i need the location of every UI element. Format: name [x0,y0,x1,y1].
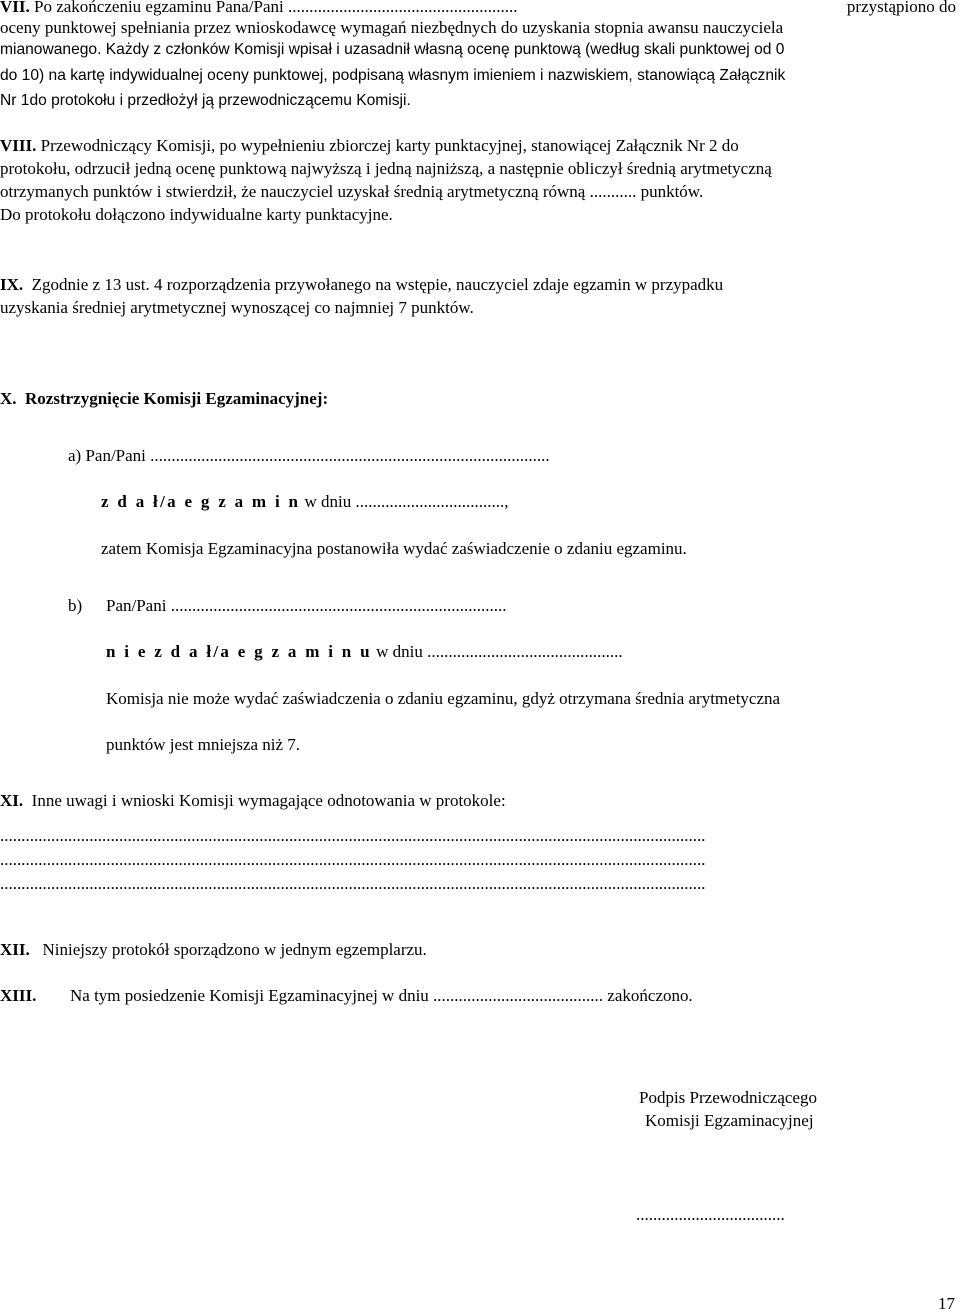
section-ix-number: IX. [0,275,24,294]
section-xiii-number-line [0,986,36,1006]
signature-dotted-line: ................................... [636,1205,785,1224]
signature-title-line-1: Podpis Przewodniczącego [639,1088,817,1107]
section-viii-line-1 [0,136,739,156]
option-b-failed-line [106,642,623,662]
option-a-passed-word: z d a ł/a e g z a m i n [101,492,301,511]
option-b-decision-line-2: punktów jest mniejsza niż 7. [106,735,301,754]
section-viii-line-3: otrzymanych punktów i stwierdził, że nauczyciel uzyskał średnią arytmetyczną równą ........... punktów. [0,182,704,201]
option-b-date: w dniu .............................................. [371,642,623,661]
option-a-decision: zatem Komisja Egzaminacyjna postanowiła wydać zaświadczenie o zdaniu egzaminu. [101,539,687,558]
section-x-title: Rozstrzygnięcie Komisji Egzaminacyjnej: [25,389,329,408]
section-xi-text: Inne uwagi i wnioski Komisji wymagające odnotowania w protokole: [31,791,506,810]
section-xi-line [0,791,506,811]
section-vii-line-3: mianowanego. Każdy z członków Komisji wpisał i uzasadnił własną ocenę punktową (według skali punktowej od 0 [0,41,785,58]
section-vii-line-5: Nr 1do protokołu i przedłożył ją przewodniczącemu Komisji. [0,92,411,109]
section-vii-number: VII. [0,0,30,16]
section-x-number: X. [0,389,17,408]
option-b-decision-line-1: Komisja nie może wydać zaświadczenia o zdaniu egzaminu, gdyż otrzymana średnia arytmetyczna [106,689,781,708]
section-viii-line-4: Do protokołu dołączono indywidualne karty punktacyjne. [0,205,393,224]
section-ix-line-1 [0,275,723,295]
signature-title-line-2: Komisji Egzaminacyjnej [645,1111,814,1130]
section-xi-number: XI. [0,791,24,810]
remarks-dotted-line-1: ...................................................................................................................................................................... [0,826,706,845]
remarks-dotted-line-2: ...................................................................................................................................................................... [0,850,706,869]
section-xii-line [0,940,427,960]
option-b-marker: b) [68,596,83,615]
section-xii-text: Niniejszy protokół sporządzono w jednym egzemplarzu. [42,940,427,959]
page-number: 17 [938,1294,955,1313]
option-b-failed-word: n i e z d a ł/a e g z a m i n u [106,642,372,661]
section-vii-line-4: do 10) na kartę indywidualnej oceny punktowej, podpisaną własnym imieniem i nazwiskiem, stanowiącą Załącznik [0,67,786,84]
option-a-passed-line [101,492,509,512]
section-vii-line-1 [0,0,956,17]
section-ix-line-2: uzyskania średniej arytmetycznej wynoszącej co najmniej 7 punktów. [0,298,474,317]
option-a-date: w dniu ..................................., [300,492,509,511]
option-a-name-line: a) Pan/Pani .............................................................................................. [68,446,550,465]
section-vii-line-2: oceny punktowej spełniania przez wnioskodawcę wymagań niezbędnych do uzyskania stopnia awansu nauczyciela [0,18,784,37]
section-xiii-number: XIII. [0,986,37,1005]
option-b-name-line: Pan/Pani ............................................................................... [106,596,507,615]
remarks-dotted-line-3: ...................................................................................................................................................................... [0,874,706,893]
section-ix-text: Zgodnie z 13 ust. 4 rozporządzenia przywołanego na wstępie, nauczyciel zdaje egzamin w przypadku [31,275,724,294]
section-xiii-text: Na tym posiedzenie Komisji Egzaminacyjnej w dniu ........................................ zakończono. [70,986,693,1005]
section-viii-number: VIII. [0,136,37,155]
section-xii-number: XII. [0,940,30,959]
section-viii-text: Przewodniczący Komisji, po wypełnieniu zbiorczej karty punktacyjnej, stanowiącej Załącznik Nr 2 do [40,136,739,155]
section-x-heading [0,389,328,409]
section-vii-text-start: Po zakończeniu egzaminu Pana/Pani ...................................................... [34,0,518,16]
section-viii-line-2: protokołu, odrzucił jedną ocenę punktową najwyższą i jedną najniższą, a następnie obliczył średnią arytmetyczną [0,159,772,178]
section-vii-text-end: przystąpiono do [846,0,956,16]
